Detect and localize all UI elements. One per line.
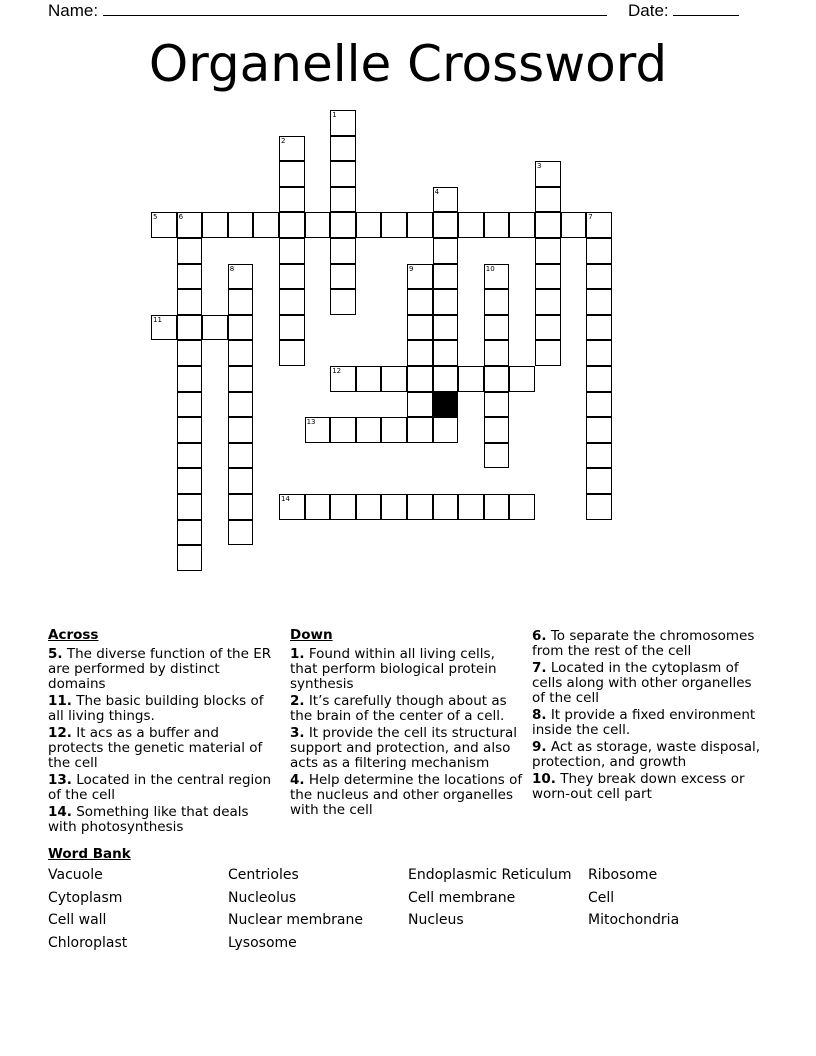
clue-number: 4	[434, 187, 440, 196]
crossword-cell[interactable]	[381, 417, 407, 443]
crossword-cell[interactable]	[381, 212, 407, 238]
word-bank	[48, 867, 768, 951]
crossword-cell[interactable]	[279, 289, 305, 315]
crossword-cell[interactable]	[535, 238, 561, 264]
crossword-cell[interactable]	[484, 212, 510, 238]
crossword-cell[interactable]	[407, 366, 433, 392]
clue-number: 4.	[290, 772, 305, 788]
crossword-cell[interactable]	[586, 392, 612, 418]
crossword-cell[interactable]	[535, 264, 561, 290]
word-bank-item: Cell membrane	[408, 889, 516, 906]
clue-text: Found within all living cells, that perform biological protein synthesis	[290, 646, 497, 692]
clue-text: Located in the central region of the cell	[48, 772, 272, 803]
word-bank-item: Cytoplasm	[48, 889, 123, 906]
page-title: Organelle Crossword	[148, 35, 668, 93]
clue-number: 12.	[48, 725, 72, 741]
crossword-cell[interactable]	[433, 315, 459, 341]
crossword-cell[interactable]	[228, 315, 254, 341]
crossword-cell[interactable]	[433, 264, 459, 290]
crossword-cell[interactable]	[177, 366, 203, 392]
crossword-cell[interactable]	[433, 366, 459, 392]
crossword-cell[interactable]	[305, 494, 331, 520]
clue-number: 13.	[48, 772, 72, 788]
word-bank-item: Nuclear membrane	[228, 912, 363, 928]
word-bank-heading: Word Bank	[48, 846, 131, 862]
crossword-cell[interactable]	[586, 289, 612, 315]
crossword-cell[interactable]	[330, 212, 356, 238]
crossword-cell[interactable]	[407, 315, 433, 341]
crossword-cell[interactable]	[356, 212, 382, 238]
crossword-cell[interactable]	[253, 212, 279, 238]
clue-number: 11	[153, 315, 162, 324]
crossword-cell[interactable]	[177, 494, 203, 520]
crossword-cell[interactable]	[433, 494, 459, 520]
crossword-cell[interactable]	[177, 212, 203, 238]
crossword-cell[interactable]	[305, 417, 331, 443]
down-clue	[532, 708, 767, 738]
crossword-cell[interactable]	[279, 136, 305, 162]
clue-number: 14	[281, 495, 290, 503]
clue-number: 14.	[48, 804, 72, 820]
crossword-cell[interactable]	[433, 417, 459, 443]
crossword-cell[interactable]	[330, 494, 356, 520]
clue-number: 3.	[290, 725, 305, 741]
down-clue	[290, 726, 525, 771]
word-bank-item: Nucleolus	[228, 889, 297, 906]
crossword-cell[interactable]	[228, 520, 254, 546]
crossword-cell[interactable]	[356, 366, 382, 392]
crossword-cell[interactable]	[535, 289, 561, 315]
down-heading: Down	[290, 627, 333, 643]
crossword-cell[interactable]	[458, 212, 484, 238]
clue-text: The basic building blocks of all living things.	[48, 693, 264, 724]
crossword-cell[interactable]	[535, 187, 561, 213]
crossword-cell[interactable]	[228, 392, 254, 418]
clue-text: It’s carefully though about as the brain of the center of a cell.	[290, 693, 507, 724]
crossword-cell[interactable]	[202, 315, 228, 341]
crossword-cell[interactable]	[330, 417, 356, 443]
crossword-cell[interactable]	[330, 110, 356, 136]
crossword-cell[interactable]	[407, 212, 433, 238]
across-clues	[48, 628, 278, 837]
crossword-cell[interactable]	[228, 340, 254, 366]
crossword-cell[interactable]	[484, 494, 510, 520]
crossword-cell[interactable]	[228, 289, 254, 315]
crossword-cell[interactable]	[407, 289, 433, 315]
down-clues	[290, 628, 525, 820]
crossword-cell[interactable]	[330, 264, 356, 290]
crossword-cell[interactable]	[535, 315, 561, 341]
clue-number: 2	[281, 136, 286, 145]
crossword-cell[interactable]	[279, 187, 305, 213]
crossword-cell[interactable]	[279, 212, 305, 238]
clue-text: It acs as a buffer and protects the genetic material of the cell	[48, 725, 263, 771]
across-heading: Across	[48, 627, 99, 643]
down-clue	[532, 661, 767, 706]
clue-number: 10.	[532, 771, 556, 787]
crossword-cell[interactable]	[484, 366, 510, 392]
date-label: Date:	[628, 1, 669, 20]
clue-number: 10	[485, 264, 495, 273]
across-clue	[48, 694, 278, 724]
word-bank-item: Cell wall	[48, 912, 107, 928]
clue-number: 13	[306, 418, 316, 427]
clue-text: Act as storage, waste disposal, protection, and growth	[532, 739, 761, 770]
crossword-cell[interactable]	[586, 494, 612, 520]
clue-number: 1.	[290, 646, 305, 662]
crossword-cell[interactable]	[586, 417, 612, 443]
clue-number: 3	[537, 162, 542, 171]
name-label: Name:	[48, 1, 99, 20]
word-bank-item: Lysosome	[228, 934, 297, 951]
crossword-cell[interactable]	[177, 315, 203, 341]
clue-text: To separate the chromosomes from the rest of the cell	[532, 628, 755, 659]
crossword-cell[interactable]	[356, 494, 382, 520]
crossword-cell[interactable]	[535, 340, 561, 366]
crossword-cell[interactable]	[561, 212, 587, 238]
crossword-cell[interactable]	[228, 212, 254, 238]
clue-text: The diverse function of the ER are performed by distinct domains	[48, 646, 272, 692]
crossword-cell[interactable]	[509, 366, 535, 392]
crossword-cell[interactable]	[535, 161, 561, 187]
word-bank-item: Centrioles	[228, 867, 299, 883]
down-clues-continued	[532, 629, 767, 804]
crossword-cell[interactable]	[433, 238, 459, 264]
crossword-cell[interactable]	[586, 468, 612, 494]
clue-text: Something like that deals with photosynthesis	[48, 804, 249, 835]
across-clue	[48, 647, 278, 692]
crossword-cell[interactable]	[330, 136, 356, 162]
word-bank-item: Mitochondria	[588, 912, 680, 928]
crossword-cell[interactable]	[177, 468, 203, 494]
crossword-cell[interactable]	[177, 443, 203, 469]
crossword-cell[interactable]	[228, 494, 254, 520]
crossword-cell[interactable]	[305, 212, 331, 238]
crossword-cell[interactable]	[458, 494, 484, 520]
down-clue	[290, 647, 525, 692]
word-bank-item: Chloroplast	[48, 934, 128, 951]
crossword-cell[interactable]	[433, 340, 459, 366]
crossword-cell[interactable]	[484, 443, 510, 469]
clue-text: It provide the cell its structural support and protection, and also acts as a filtering mechanism	[290, 725, 517, 771]
crossword-cell[interactable]	[330, 161, 356, 187]
crossword-cell[interactable]	[177, 340, 203, 366]
clue-text: It provide a fixed environment inside the cell.	[532, 707, 756, 738]
crossword-cell[interactable]	[433, 187, 459, 213]
crossword-cell[interactable]	[586, 366, 612, 392]
crossword-cell[interactable]	[484, 392, 510, 418]
crossword-cell[interactable]	[586, 443, 612, 469]
across-clue	[48, 773, 278, 803]
crossword-cell[interactable]	[177, 520, 203, 546]
clue-number: 11.	[48, 693, 72, 709]
crossword-cell[interactable]	[279, 238, 305, 264]
crossword-cell[interactable]	[484, 315, 510, 341]
clue-text: Located in the cytoplasm of cells along with other organelles of the cell	[532, 660, 752, 706]
crossword-cell[interactable]	[586, 264, 612, 290]
across-clue	[48, 805, 278, 835]
crossword-cell[interactable]	[484, 340, 510, 366]
crossword-cell[interactable]	[330, 366, 356, 392]
crossword-cell[interactable]	[407, 494, 433, 520]
clue-number: 6	[178, 213, 184, 222]
crossword-cell[interactable]	[177, 545, 203, 571]
down-clue	[532, 629, 767, 659]
crossword-cell[interactable]	[509, 212, 535, 238]
crossword-cell[interactable]	[433, 212, 459, 238]
crossword-cell[interactable]	[202, 212, 228, 238]
crossword-cell[interactable]	[381, 494, 407, 520]
clue-text: They break down excess or worn-out cell part	[532, 771, 745, 802]
crossword-black-cell	[433, 392, 459, 418]
word-bank-item: Ribosome	[588, 867, 658, 883]
crossword-cell[interactable]	[330, 289, 356, 315]
crossword-cell[interactable]	[228, 417, 254, 443]
crossword-cell[interactable]	[586, 340, 612, 366]
down-clue	[290, 773, 525, 818]
crossword-cell[interactable]	[535, 212, 561, 238]
crossword-cell[interactable]	[279, 315, 305, 341]
crossword-cell[interactable]	[407, 264, 433, 290]
clue-number: 2.	[290, 693, 305, 709]
crossword-cell[interactable]	[279, 161, 305, 187]
clue-number: 1	[332, 111, 337, 119]
crossword-cell[interactable]	[279, 340, 305, 366]
word-bank-item: Cell	[588, 889, 615, 906]
clue-number: 5.	[48, 646, 63, 662]
crossword-cell[interactable]	[177, 289, 203, 315]
crossword-cell[interactable]	[279, 264, 305, 290]
word-bank-item: Endoplasmic Reticulum	[408, 867, 572, 883]
crossword-cell[interactable]	[586, 212, 612, 238]
crossword-cell[interactable]	[433, 289, 459, 315]
down-clue	[532, 772, 767, 802]
clue-number: 5	[153, 213, 158, 222]
across-clue	[48, 726, 278, 771]
crossword-cell[interactable]	[228, 264, 254, 290]
word-bank-item: Vacuole	[48, 867, 103, 883]
crossword-cell[interactable]	[151, 315, 177, 341]
crossword-cell[interactable]	[407, 340, 433, 366]
crossword-cell[interactable]	[509, 494, 535, 520]
crossword-cell[interactable]	[484, 417, 510, 443]
clue-number: 9	[409, 264, 414, 273]
crossword-cell[interactable]	[228, 468, 254, 494]
clue-number: 8.	[532, 707, 547, 723]
down-clue	[290, 694, 525, 724]
crossword-cell[interactable]	[458, 366, 484, 392]
clue-number: 7.	[532, 660, 547, 676]
crossword-cell[interactable]	[330, 238, 356, 264]
crossword-cell[interactable]	[228, 443, 254, 469]
crossword-cell[interactable]	[586, 238, 612, 264]
crossword-cell[interactable]	[330, 187, 356, 213]
down-clue	[532, 740, 767, 770]
crossword-cell[interactable]	[151, 212, 177, 238]
crossword-cell[interactable]	[177, 417, 203, 443]
clue-number: 9.	[532, 739, 547, 755]
crossword-cell[interactable]	[381, 366, 407, 392]
crossword-cell[interactable]	[228, 366, 254, 392]
crossword-cell[interactable]	[177, 392, 203, 418]
clue-number: 6.	[532, 628, 547, 644]
crossword-cell[interactable]	[586, 315, 612, 341]
clue-text: Help determine the locations of the nucleus and other organelles with the cell	[290, 772, 523, 818]
crossword-cell[interactable]	[484, 264, 510, 290]
clue-number: 12	[332, 367, 342, 375]
crossword-cell[interactable]	[177, 238, 203, 264]
clue-number: 7	[588, 213, 593, 222]
crossword-cell[interactable]	[407, 392, 433, 418]
crossword-cell[interactable]	[407, 417, 433, 443]
word-bank-item: Nucleus	[408, 912, 464, 928]
crossword-cell[interactable]	[356, 417, 382, 443]
crossword-cell[interactable]	[177, 264, 203, 290]
crossword-cell[interactable]	[279, 494, 305, 520]
crossword-cell[interactable]	[484, 289, 510, 315]
clue-number: 8	[229, 264, 235, 273]
